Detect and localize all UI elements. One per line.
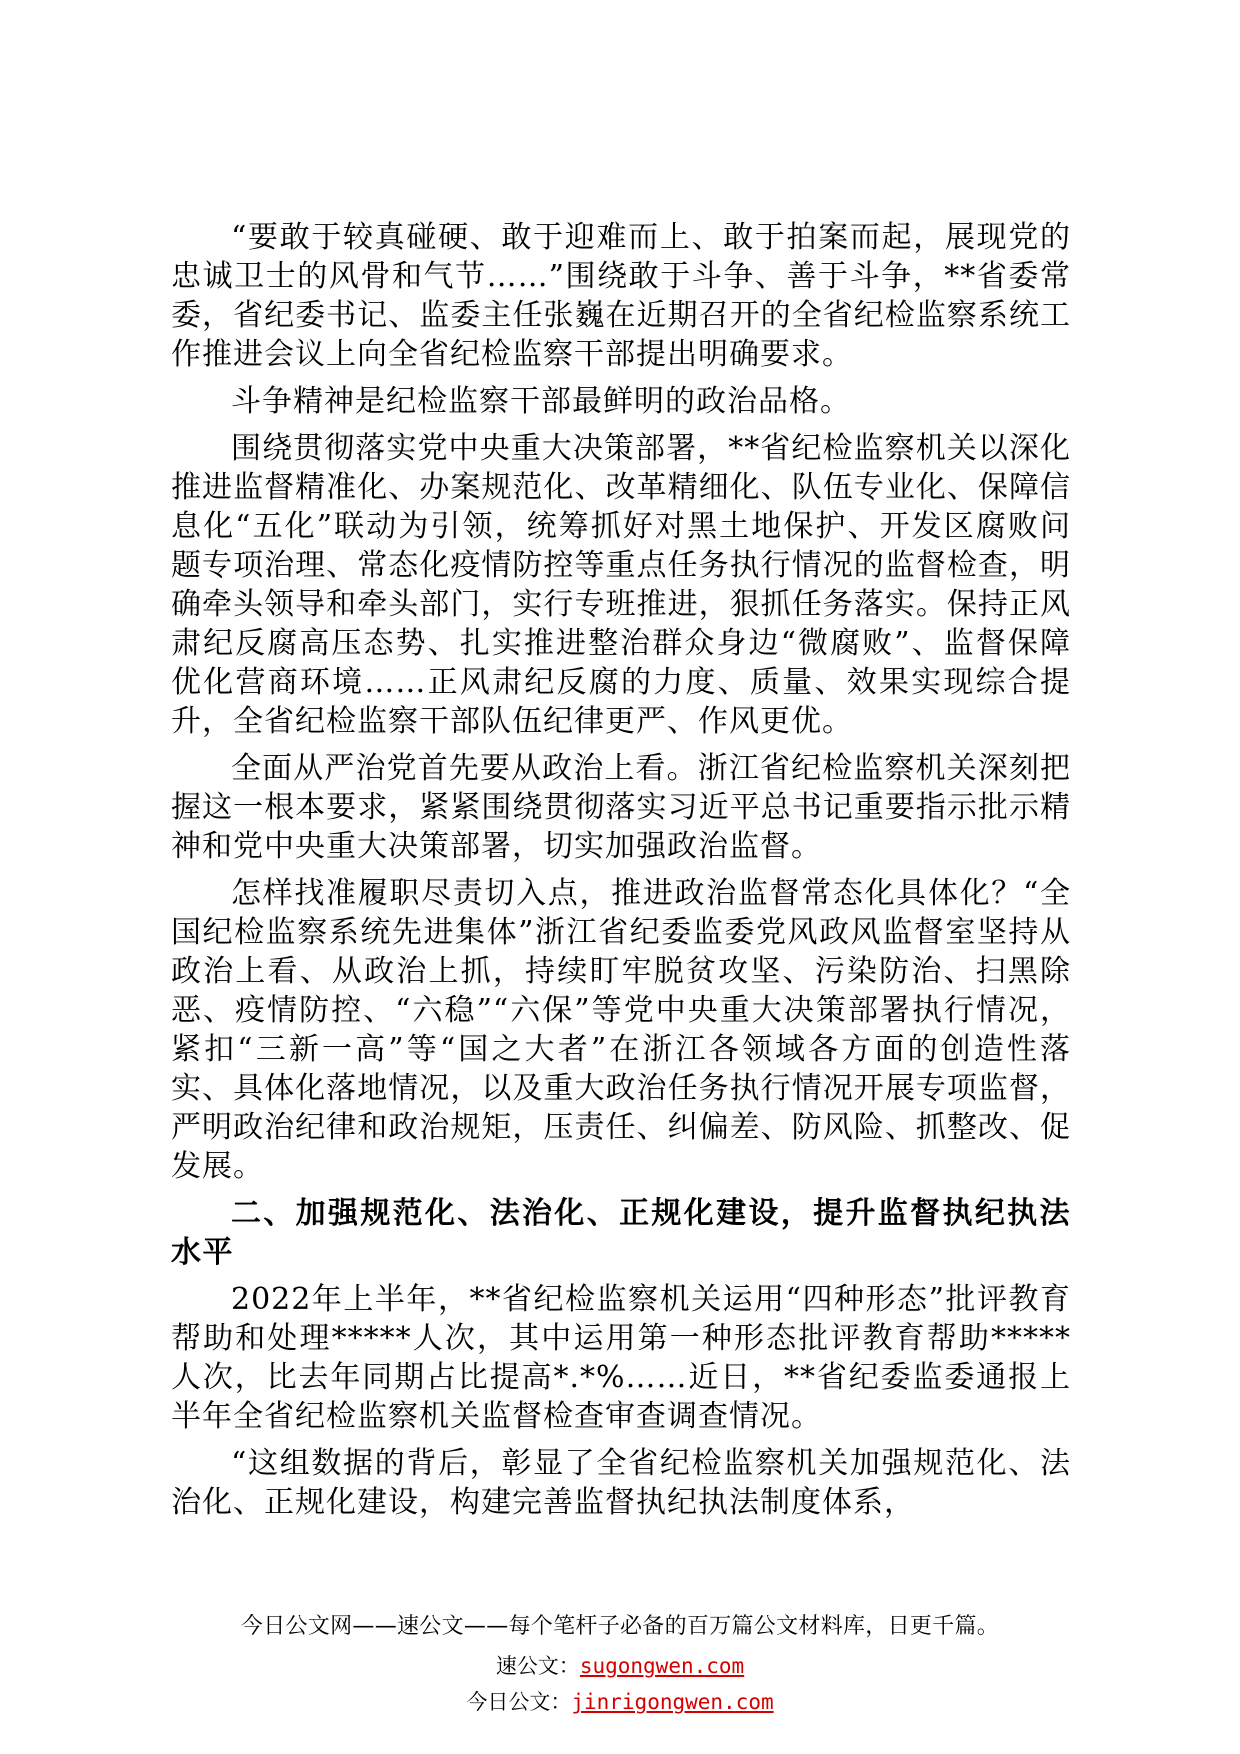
document-body	[171, 218, 1071, 1530]
jinrigongwen-link[interactable]: jinrigongwen.com	[571, 1690, 774, 1714]
paragraph-3: 围绕贯彻落实党中央重大决策部署，**省纪检监察机关以深化推进监督精准化、办案规范化、改革精细化、队伍专业化、保障信息化“五化”联动为引领，统筹抓好对黑土地保护、开发区腐败问题专项治理、常态化疫情防控等重点任务执行情况的监督检查，明确牵头领导和牵头部门，实行专班推进，狠抓任务落实。保持正风肃纪反腐高压态势、扎实推进整治群众身边“微腐败”、监督保障优化营商环境……正风肃纪反腐的力度、质量、效果实现综合提升，全省纪检监察干部队伍纪律更严、作风更优。	[171, 431, 1071, 739]
footer-label-jinrigongwen: 今日公文：	[466, 1690, 572, 1714]
paragraph-4: 全面从严治党首先要从政治上看。浙江省纪检监察机关深刻把握这一根本要求，紧紧围绕贯彻落实习近平总书记重要指示批示精神和党中央重大决策部署，切实加强政治监督。	[171, 751, 1071, 864]
sugongwen-link[interactable]: sugongwen.com	[579, 1654, 745, 1678]
footer	[0, 1612, 1240, 1723]
footer-label-sugongwen: 速公文：	[495, 1654, 580, 1678]
paragraph-2: 斗争精神是纪检监察干部最鲜明的政治品格。	[231, 384, 851, 419]
footer-line-jinrigongwen	[0, 1687, 1240, 1717]
paragraph-7: “这组数据的背后，彰显了全省纪检监察机关加强规范化、法治化、正规化建设，构建完善监督执纪执法制度体系，	[171, 1446, 1071, 1520]
paragraph-1: “要敢于较真碰硬、敢于迎难而上、敢于拍案而起，展现党的忠诚卫士的风骨和气节……”围绕敢于斗争、善于斗争，**省委常委，省纪委书记、监委主任张巍在近期召开的全省纪检监察系统工作推进会议上向全省纪检监察干部提出明确要求。	[171, 220, 1071, 372]
paragraph-6: 2022年上半年，**省纪检监察机关运用“四种形态”批评教育帮助和处理*****人次，其中运用第一种形态批评教育帮助*****人次，比去年同期占比提高*.*%……近日，**省纪委监委通报上半年全省纪检监察机关监督检查审查调查情况。	[171, 1282, 1071, 1434]
section-heading: 二、加强规范化、法治化、正规化建设，提升监督执纪执法水平	[171, 1196, 1071, 1270]
paragraph-5: 怎样找准履职尽责切入点，推进政治监督常态化具体化？“全国纪检监察系统先进集体”浙江省纪委监委党风政风监督室坚持从政治上看、从政治上抓，持续盯牢脱贫攻坚、污染防治、扫黑除恶、疫情防控、“六稳”“六保”等党中央重大决策部署执行情况，紧扣“三新一高”等“国之大者”在浙江各领域各方面的创造性落实、具体化落地情况，以及重大政治任务执行情况开展专项监督，严明政治纪律和政治规矩，压责任、纠偏差、防风险、抓整改、促发展。	[171, 876, 1071, 1184]
footer-line-sugongwen	[0, 1651, 1240, 1681]
footer-slogan: 今日公文网——速公文——每个笔杆子必备的百万篇公文材料库，日更千篇。	[240, 1614, 1000, 1639]
